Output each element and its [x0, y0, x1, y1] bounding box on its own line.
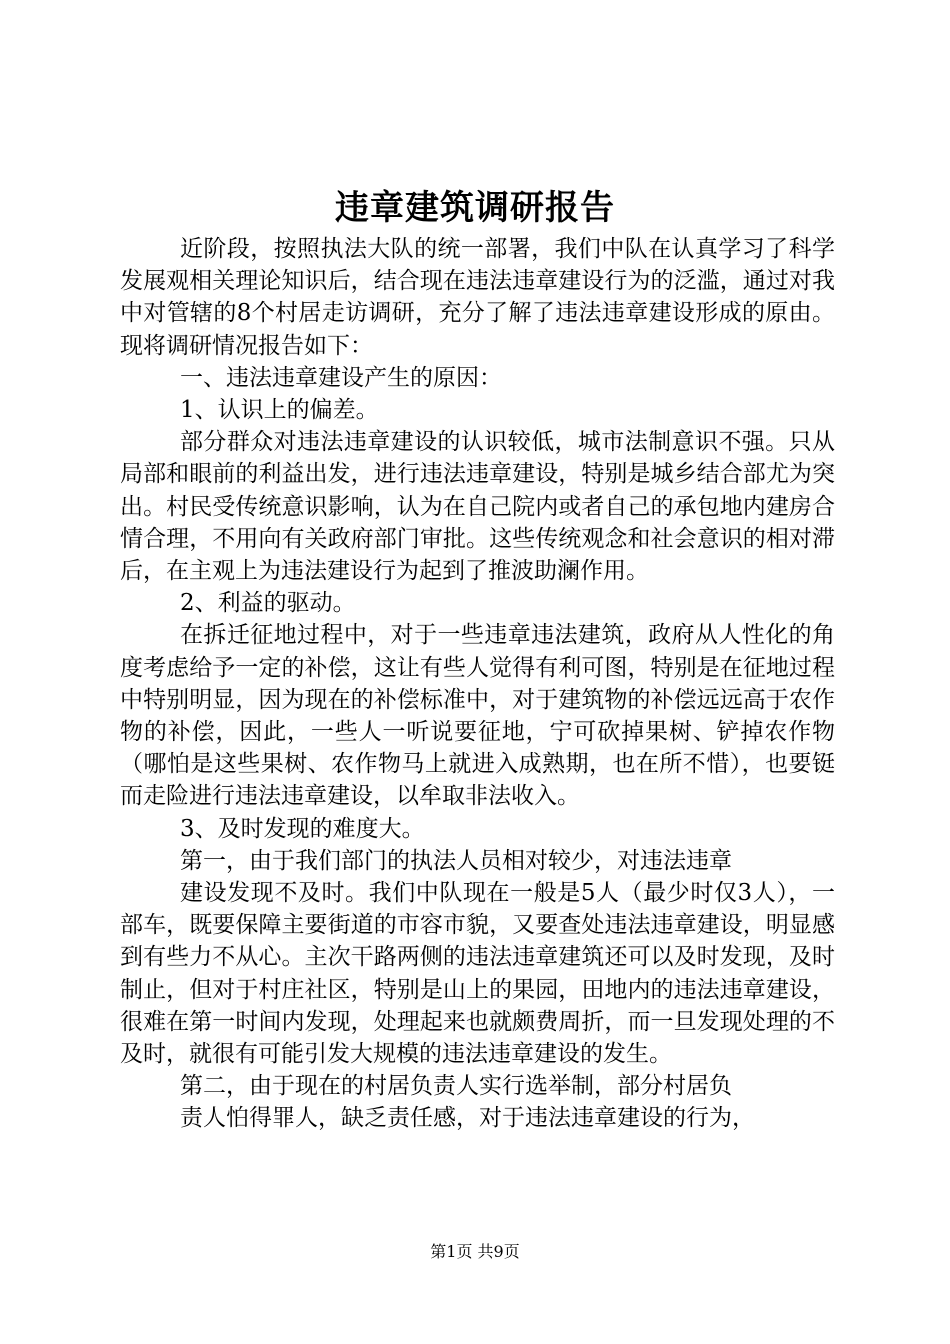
section-heading: 一、违法违章建设产生的原因： [180, 364, 502, 391]
paragraph-first-lead: 第一，由于我们部门的执法人员相对较少，对违法违章 [180, 847, 732, 874]
subheading-2: 2、利益的驱动。 [180, 590, 356, 617]
paragraph-first-body: 建设发现不及时。我们中队现在一般是5人（最少时仅3人），一部车，既要保障主要街道的市容市貌，又要查处违法违章建设，明显感到有些力不从心。主次干路两侧的违法违章建筑还可以及时发现，及时制止，但对于村庄社区，特别是山上的果园，田地内的违法违章建设，很难在第一时间内发现，处理起来也就颇费周折，而一旦发现处理的不及时，就很有可能引发大规模的违法违章建设的发生。 [120, 880, 835, 1068]
subheading-3: 3、及时发现的难度大。 [180, 815, 425, 842]
document-body [120, 233, 835, 1135]
paragraph-second-lead: 第二，由于现在的村居负责人实行选举制，部分村居负 [180, 1073, 732, 1100]
paragraph-intro: 近阶段，按照执法大队的统一部署，我们中队在认真学习了科学发展观相关理论知识后，结合现在违法违章建设行为的泛滥，通过对我中对管辖的8个村居走访调研，充分了解了违法违章建设形成的原由。现将调研情况报告如下： [120, 236, 835, 359]
paragraph-interest: 在拆迁征地过程中，对于一些违章违法建筑，政府从人性化的角度考虑给予一定的补偿，这让有些人觉得有利可图，特别是在征地过程中特别明显，因为现在的补偿标准中，对于建筑物的补偿远远高于农作物的补偿，因此，一些人一听说要征地，宁可砍掉果树、铲掉农作物（哪怕是这些果树、农作物马上就进入成熟期，也在所不惜），也要铤而走险进行违法违章建设，以牟取非法收入。 [120, 622, 835, 810]
paragraph-cognition: 部分群众对违法违章建设的认识较低，城市法制意识不强。只从局部和眼前的利益出发，进行违法违章建设，特别是城乡结合部尤为突出。村民受传统意识影响，认为在自己院内或者自己的承包地内建房合情合理，不用向有关政府部门审批。这些传统观念和社会意识的相对滞后，在主观上为违法建设行为起到了推波助澜作用。 [120, 429, 835, 585]
subheading-1: 1、认识上的偏差。 [180, 397, 379, 424]
paragraph-second-body: 责人怕得罪人，缺乏责任感，对于违法违章建设的行为， [180, 1105, 755, 1132]
page-footer: 第1页 共9页 [430, 1242, 520, 1261]
document-title: 违章建筑调研报告 [335, 188, 615, 228]
